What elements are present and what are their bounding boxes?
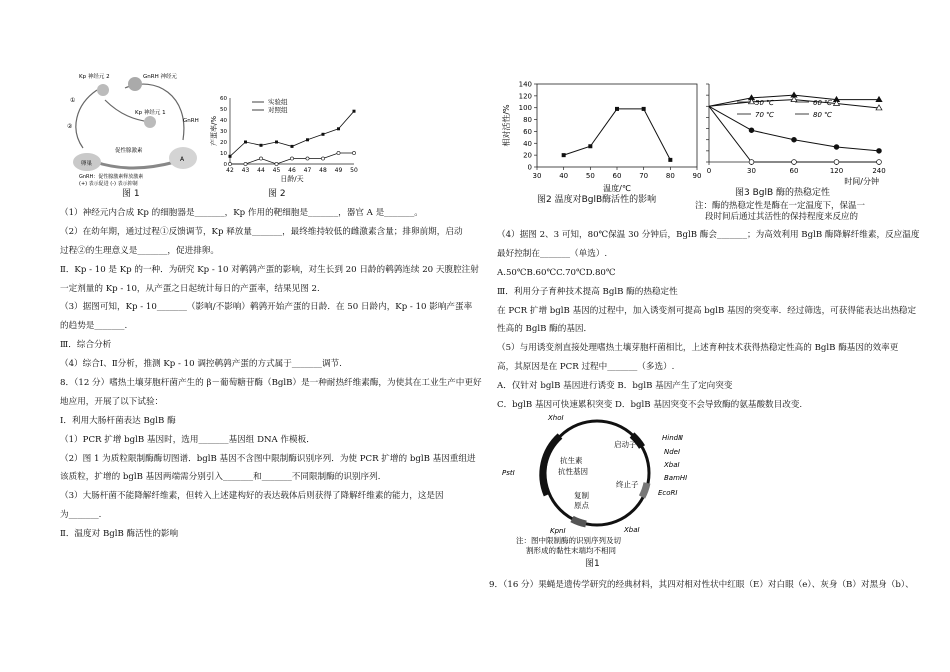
text-line: 高，其原因是在 PCR 过程中_______（多选）. bbox=[497, 362, 675, 373]
series-line bbox=[564, 109, 671, 160]
y-axis-label: 相对活性/% bbox=[502, 104, 511, 147]
fig1-label-2: ② bbox=[67, 123, 73, 130]
text-line: 一定剂量的 Kp - 10，从产蛋之日起统计每日的产蛋率，结果见图 2. bbox=[60, 283, 320, 294]
data-point bbox=[588, 144, 592, 148]
data-point bbox=[352, 151, 355, 154]
text-line: （5）与用诱变剂直接处理嗜热土壤芽胞杆菌相比，上述育种技术获得热稳定性高的 BglB 酶基因的效率更 bbox=[497, 343, 899, 354]
data-point bbox=[792, 137, 797, 142]
plasmid-caption: 图1 bbox=[585, 559, 600, 569]
text-line: A．仅针对 bglB 基因进行诱变 B．bglB 基因产生了定向突变 bbox=[497, 381, 733, 392]
site-xhoi: XhoⅠ bbox=[548, 414, 564, 422]
label-terminator: 终止子 bbox=[616, 480, 639, 489]
data-point bbox=[749, 160, 754, 165]
y-tick-label: 20 bbox=[220, 140, 227, 146]
y-tick-label: 120 bbox=[518, 92, 532, 101]
label-ori-1: 复制 bbox=[574, 491, 589, 500]
figure-thermal-stability-chart bbox=[697, 72, 917, 197]
fig1-label-a: A bbox=[180, 156, 185, 163]
data-point bbox=[290, 157, 293, 160]
y-tick-label: 60 bbox=[523, 127, 532, 136]
fig1-label-kp2: Kp 神经元 2 bbox=[79, 74, 110, 80]
right-text-block bbox=[497, 228, 927, 417]
x-axis-label: 时间/分钟 bbox=[844, 177, 879, 186]
data-point bbox=[306, 138, 309, 141]
y-tick-label: 0 bbox=[527, 163, 532, 172]
x-axis-label: 日龄/天 bbox=[280, 175, 304, 183]
site-psti: PstⅠ bbox=[502, 469, 515, 477]
x-tick-label: 60 bbox=[789, 167, 799, 175]
x-tick-label: 120 bbox=[829, 167, 844, 175]
legend-label: 50 ℃ bbox=[755, 99, 774, 107]
x-tick-label: 47 bbox=[303, 167, 312, 174]
x-tick-label: 30 bbox=[747, 167, 756, 175]
x-tick-label: 30 bbox=[532, 172, 542, 180]
site-hindiii: HindⅢ bbox=[662, 434, 683, 442]
plasmid-note: 注：图中限制酶的识别序列及切 bbox=[516, 536, 621, 545]
data-point bbox=[244, 162, 247, 165]
data-point bbox=[260, 144, 263, 147]
label-antibiotic: 抗生素 bbox=[560, 456, 583, 465]
x-tick-label: 70 bbox=[639, 172, 649, 180]
fig1-legend2: (+) 表示促进 (-) 表示抑制 bbox=[79, 181, 138, 187]
figure-1-diagram bbox=[65, 70, 205, 188]
data-point bbox=[353, 110, 356, 113]
series-line-2 bbox=[709, 106, 879, 151]
data-point bbox=[792, 160, 797, 165]
text-line: （2）图 1 为质粒限制酶酶切图谱．bglB 基因不含图中限制酶识别序列．为使 PCR 扩增的 bglB 基因重组进 bbox=[60, 453, 476, 464]
site-bamhi: BamHⅠ bbox=[664, 474, 688, 482]
fig1-label-ovary: 卵巢 bbox=[81, 161, 93, 167]
legend-label: 对照组 bbox=[268, 106, 288, 114]
data-point bbox=[306, 157, 309, 160]
text-line: 地应用，开展了以下试验： bbox=[60, 396, 164, 407]
x-tick-label: 240 bbox=[872, 167, 886, 175]
text-line: 过程②的生理意义是_______，促进排卵。 bbox=[60, 245, 219, 256]
x-tick-label: 90 bbox=[692, 172, 702, 180]
data-point bbox=[291, 145, 294, 148]
text-line: （1）PCR 扩增 bglB 基因时，选用_______基因组 DNA 作模板． bbox=[60, 434, 315, 445]
y-tick-label: 50 bbox=[220, 107, 227, 113]
text-line: （3）大肠杆菌不能降解纤维素，但转入上述建构好的表达载体后则获得了降解纤维素的能力，这是因 bbox=[60, 491, 444, 502]
x-tick-label: 48 bbox=[319, 167, 327, 174]
x-tick-label: 45 bbox=[272, 167, 281, 174]
text-line: 的趋势是_______. bbox=[60, 321, 128, 332]
question-9: 9．（16 分）果蝇是遗传学研究的经典材料，其四对相对性状中红眼（E）对白眼（e）、灰身（B）对黑身（b）、 bbox=[489, 580, 914, 590]
data-point bbox=[244, 141, 247, 144]
plasmid-note-2: 割形成的黏性末端均不相同 bbox=[526, 546, 616, 555]
y-tick-label: 10 bbox=[220, 151, 227, 157]
x-tick-label: 50 bbox=[350, 167, 358, 174]
data-point bbox=[259, 157, 262, 160]
fig1-label-gonadotropin: 促性腺激素 bbox=[115, 148, 143, 154]
text-line: 该质粒，扩增的 bglB 基因两端需分别引入_______和_______不同限制酶的识别序列． bbox=[60, 472, 387, 483]
text-line: 8．（12 分）嗜热土壤芽胞杆菌产生的 β－葡萄糖苷酶（BglB）是一种耐热纤维素酶，为使其在工业生产中更好 bbox=[60, 378, 482, 389]
x-tick-label: 80 bbox=[665, 172, 675, 180]
y-tick-label: 40 bbox=[523, 139, 532, 148]
stability-chart-caption: 图3 BglB 酶的热稳定性 bbox=[735, 188, 831, 198]
kp-neuron-2-icon bbox=[97, 84, 109, 96]
text-line: （4）综合Ⅰ、Ⅱ分析，推测 Kp - 10 调控鹌鹑产蛋的方式属于_______调节. bbox=[60, 359, 342, 370]
site-xbai-1: XbaⅠ bbox=[664, 461, 680, 469]
data-point bbox=[615, 107, 619, 111]
figure-2-caption: 图 2 bbox=[268, 189, 286, 199]
text-line: Ⅰ．利用大肠杆菌表达 BglB 酶 bbox=[60, 415, 176, 426]
data-point bbox=[275, 162, 278, 165]
stability-note: 注：酶的热稳定性是酶在一定温度下，保温一 bbox=[695, 201, 866, 211]
left-text-block bbox=[60, 206, 490, 546]
y-tick-label: 100 bbox=[518, 104, 532, 113]
y-tick-label: 30 bbox=[220, 129, 227, 135]
site-ecori: EcoRⅠ bbox=[658, 489, 678, 497]
text-line: 最好控制在_______（单选）. bbox=[497, 248, 608, 259]
fig1-legend: GnRH：促性腺激素释放激素 bbox=[79, 174, 144, 180]
text-line: 性高的 BglB 酶的基因． bbox=[497, 324, 593, 335]
plot-frame bbox=[537, 84, 697, 167]
text-line: C．bglB 基因可快速累积突变 D．bglB 基因突变不会导致酶的氨基酸数目改变. bbox=[497, 400, 803, 411]
text-line: Ⅲ．利用分子育种技术提高 BglB 酶的热稳定性 bbox=[497, 286, 678, 297]
legend-label: 实验组 bbox=[268, 98, 288, 106]
site-ndei: NdeⅠ bbox=[664, 448, 681, 456]
y-tick-label: 20 bbox=[523, 151, 532, 160]
text-line: （4）据图 2、3 可知，80℃保温 30 分钟后，BglB 酶会_______；为高效利用 BglB 酶降解纤维素，反应温度 bbox=[497, 230, 920, 240]
x-tick-label: 43 bbox=[241, 167, 250, 174]
x-tick-label: 49 bbox=[334, 167, 343, 174]
data-point bbox=[834, 160, 839, 165]
y-tick-label: 40 bbox=[220, 118, 227, 124]
figure-1-caption: 图 1 bbox=[122, 189, 140, 199]
series-line-3 bbox=[709, 106, 879, 162]
data-point bbox=[229, 155, 232, 158]
gnrh-neuron-icon bbox=[128, 77, 142, 91]
legend-label: 80 ℃ bbox=[813, 111, 832, 119]
text-line: （3）据图可知，Kp - 10_______（影响/不影响）鹌鹑开始产蛋的日龄．在 50 日龄内，Kp - 10 影响产蛋率 bbox=[60, 302, 473, 313]
site-xbai-2: XbaⅠ bbox=[624, 526, 640, 534]
y-tick-label: 80 bbox=[523, 116, 532, 125]
x-tick-label: 40 bbox=[559, 172, 569, 180]
y-tick-label: 60 bbox=[220, 96, 227, 102]
x-axis-label: 温度/℃ bbox=[603, 184, 631, 193]
series-line-0 bbox=[230, 111, 354, 156]
data-point bbox=[668, 158, 672, 162]
fig1-label-gnrh-neuron: GnRH 神经元 bbox=[143, 74, 177, 80]
text-line: 为_______. bbox=[60, 510, 102, 521]
data-point bbox=[275, 141, 278, 144]
data-point bbox=[876, 97, 882, 102]
site-kpni: KpnⅠ bbox=[550, 527, 566, 535]
data-point bbox=[228, 162, 231, 165]
label-resistance-gene: 抗性基因 bbox=[558, 467, 588, 476]
y-tick-label: 0 bbox=[223, 162, 227, 168]
kp-neuron-1-icon bbox=[144, 116, 156, 128]
data-point bbox=[749, 128, 754, 133]
data-point bbox=[642, 107, 646, 111]
plasmid-map-diagram bbox=[502, 405, 702, 555]
label-ori-2: 原点 bbox=[574, 501, 589, 510]
fig1-label-1: ① bbox=[70, 97, 76, 104]
x-tick-label: 0 bbox=[706, 167, 712, 175]
text-line: Ⅲ．综合分析 bbox=[60, 340, 112, 351]
text-line: （1）神经元内合成 Kp 的细胞器是_______，Kp 作用的靶细胞是_______，器官 A 是_______。 bbox=[60, 208, 423, 218]
fig1-label-kp1: Kp 神经元 1 bbox=[135, 110, 166, 116]
terminator-segment bbox=[642, 483, 647, 497]
text-line: （2）在幼年期，通过过程①反馈调节，Kp 释放量_______，最终维持较低的雌激素含量；排卵前期，启动 bbox=[60, 226, 463, 237]
data-point bbox=[877, 148, 882, 153]
label-promoter: 启动子 bbox=[614, 440, 637, 449]
text-line: 在 PCR 扩增 bglB 基因的过程中，加入诱变剂可提高 bglB 基因的突变率．经过筛选，可获得能表达出热稳定 bbox=[497, 305, 917, 316]
x-tick-label: 60 bbox=[612, 172, 622, 180]
y-axis-label: 产蛋率/% bbox=[210, 115, 218, 147]
ori-segment bbox=[572, 519, 586, 524]
y-tick-label: 140 bbox=[518, 80, 532, 89]
x-tick-label: 50 bbox=[585, 172, 595, 180]
x-tick-label: 44 bbox=[257, 167, 265, 174]
data-point bbox=[322, 133, 325, 136]
figure-2-egg-chart bbox=[208, 92, 358, 187]
text-line: A.50℃B.60℃C.70℃D.80℃ bbox=[497, 267, 616, 278]
data-point bbox=[337, 151, 340, 154]
figure-temp-activity-chart bbox=[497, 72, 707, 197]
temp-chart-caption: 图2 温度对BglB酶活性的影响 bbox=[537, 195, 657, 205]
x-tick-label: 46 bbox=[288, 167, 296, 174]
stability-note-2: 段时间后通过其活性的保持程度来反应的 bbox=[705, 212, 859, 222]
data-point bbox=[337, 127, 340, 130]
text-line: Ⅱ．Kp - 10 是 Kp 的一种．为研究 Kp - 10 对鹌鹑产蛋的影响，对生长到 20 日龄的鹌鹑连续 20 天腹腔注射 bbox=[60, 264, 479, 275]
text-line: Ⅱ．温度对 BglB 酶活性的影响 bbox=[60, 529, 179, 540]
antibiotic-gene-segment bbox=[543, 436, 560, 495]
legend-label: 60 ℃ bbox=[813, 99, 832, 107]
legend-label: 70 ℃ bbox=[755, 111, 774, 119]
data-point bbox=[877, 160, 882, 165]
data-point bbox=[562, 153, 566, 157]
data-point bbox=[321, 157, 324, 160]
fig1-label-gnrh: GnRH bbox=[183, 118, 199, 124]
data-point bbox=[834, 145, 839, 150]
x-tick-label: 42 bbox=[226, 167, 234, 174]
